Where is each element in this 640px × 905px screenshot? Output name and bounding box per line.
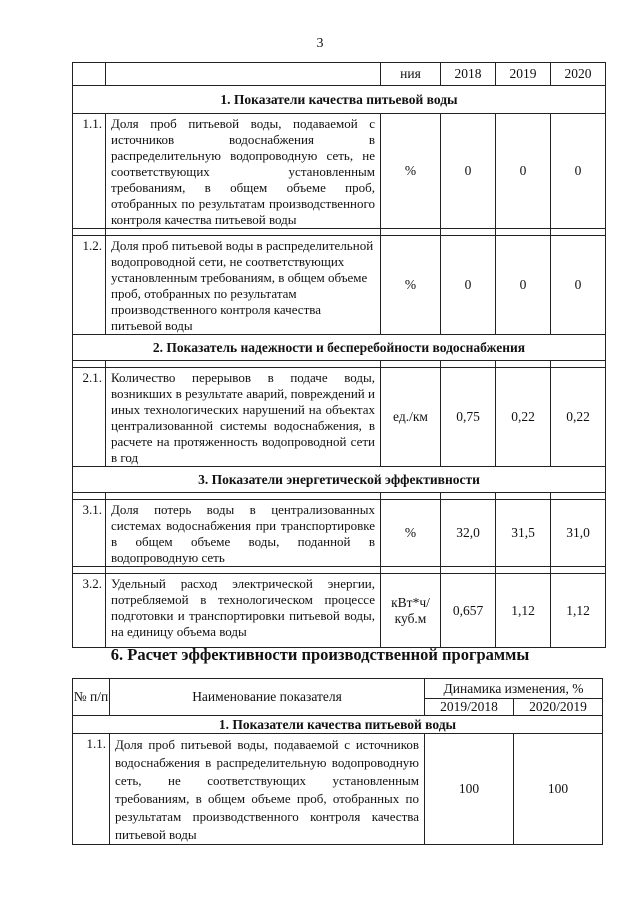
spacer-row [73,361,606,368]
row-value-2018: 0,75 [441,368,496,467]
row-unit: % [381,114,441,229]
section-row [73,335,606,361]
section-title: 2. Показатель надежности и бесперебойности водоснабжения [73,335,606,361]
section-title: 1. Показатели качества питьевой воды [73,716,603,734]
row-value-2020: 31,0 [551,500,606,567]
row-unit: кВт*ч/ куб.м [381,574,441,648]
table-row [73,574,606,648]
header-dynamics: Динамика изменения, % [425,679,603,699]
section-title: 3. Показатели энергетической эффективности [73,467,606,493]
table-row [73,114,606,229]
row-description: Удельный расход электрической энергии, потребляемой в технологическом процессе подготовки и транспортировки питьевой воды, на единицу объема воды [106,574,381,648]
table-row [73,734,603,845]
row-value-2018: 0,657 [441,574,496,648]
row-value-2018: 0 [441,236,496,335]
row-description: Доля проб питьевой воды в распределительной водопроводной сети, не соответствующих установленным требованиям, в общем объеме проб, отобранных по результатам производственного контроля качества питьевой воды [106,236,381,335]
row-value-period-2: 100 [514,734,603,845]
row-number: 2.1. [73,368,106,467]
header-cell [73,63,106,86]
row-number: 3.2. [73,574,106,648]
indicators-table [72,62,606,648]
header-name: Наименование показателя [110,679,425,716]
row-value-2018: 0 [441,114,496,229]
row-value-2020: 0,22 [551,368,606,467]
row-value-2019: 0,22 [496,368,551,467]
header-cell [106,63,381,86]
section-row [73,716,603,734]
header-period-1: 2019/2018 [425,699,514,716]
row-value-2019: 0 [496,236,551,335]
spacer-row [73,567,606,574]
table-row [73,368,606,467]
row-number: 1.2. [73,236,106,335]
row-description: Доля проб питьевой воды, подаваемой с источников водоснабжения в распределительную водопроводную сеть, не соответствующих установленным требованиям, в общем объеме проб, отобранных по результатам производственного контроля качества питьевой воды [110,734,425,845]
header-num: № п/п [73,679,110,716]
row-value-2019: 0 [496,114,551,229]
row-unit: % [381,236,441,335]
section-row [73,467,606,493]
row-number: 3.1. [73,500,106,567]
efficiency-table [72,678,603,845]
table-header-row [73,63,606,86]
row-value-2019: 31,5 [496,500,551,567]
header-year-2020: 2020 [551,63,606,86]
row-value-2020: 0 [551,236,606,335]
row-description: Доля проб питьевой воды, подаваемой с источников водоснабжения в распределительную водопроводную сеть, не соответствующих установленным требованиям, в общем объеме проб, отобранных по результатам производственного контроля качества питьевой воды [106,114,381,229]
header-period-2: 2020/2019 [514,699,603,716]
header-year-2019: 2019 [496,63,551,86]
row-unit: % [381,500,441,567]
row-number: 1.1. [73,114,106,229]
row-value-2020: 1,12 [551,574,606,648]
row-value-period-1: 100 [425,734,514,845]
page-number: 3 [316,36,324,51]
row-description: Доля потерь воды в централизованных системах водоснабжения при транспортировке в общем объеме воды, поданной в водопроводную сеть [106,500,381,567]
table-row [73,236,606,335]
section-title: 1. Показатели качества питьевой воды [73,86,606,114]
header-unit-cell: ния [381,63,441,86]
row-value-2020: 0 [551,114,606,229]
spacer-row [73,493,606,500]
row-number: 1.1. [73,734,110,845]
row-description: Количество перерывов в подаче воды, возникших в результате аварий, повреждений и иных технологических нарушений на объектах централизованной системы водоснабжения, в расчете на протяженность водопроводной сети в год [106,368,381,467]
table-header-row [73,679,603,699]
row-value-2018: 32,0 [441,500,496,567]
table-row [73,500,606,567]
section-6-heading: 6. Расчет эффективности производственной программы [110,645,530,664]
row-unit: ед./км [381,368,441,467]
header-year-2018: 2018 [441,63,496,86]
section-row [73,86,606,114]
row-value-2019: 1,12 [496,574,551,648]
spacer-row [73,229,606,236]
